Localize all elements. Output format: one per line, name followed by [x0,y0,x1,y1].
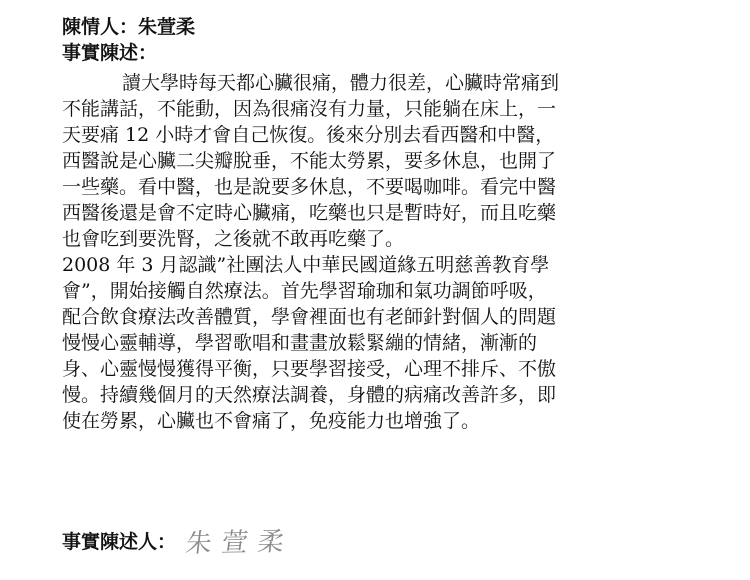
statement-line: 讀大學時每天都心臟很痛，體力很差，心臟時常痛到 [122,72,560,94]
statement-line: 慢慢心靈輔導，學習歌唱和畫畫放鬆緊繃的情緒，漸漸的 [62,332,538,354]
signature-block [62,522,294,558]
statement-line: 會”，開始接觸自然療法。首先學習瑜珈和氣功調節呼吸， [62,280,547,302]
handwritten-signature: 朱萱柔 [183,526,296,559]
statement-line: 不能講話，不能動，因為很痛沒有力量，只能躺在床上，一 [62,98,557,120]
document [62,14,662,434]
statement-line: 身、心靈慢慢獲得平衡，只要學習接受，心理不排斥、不傲 [62,358,557,380]
statement-line: 配合飲食療法改善體質，學會裡面也有老師針對個人的問題 [62,306,557,328]
signer-label: 事實陳述人： [62,530,177,553]
statement-line: 也會吃到要洗腎，之後就不敢再吃藥了。 [62,228,405,250]
facts-heading: 事實陳述： [62,42,158,64]
statement-line: 西醫說是心臟二尖瓣脫垂，不能太勞累，要多休息，也開了 [62,150,557,172]
statement-line: 慢。持續幾個月的天然療法調養，身體的病痛改善許多，即 [62,384,557,406]
statement-line: 西醫後還是會不定時心臟痛，吃藥也只是暫時好，而且吃藥 [62,202,557,224]
statement-line: 2008 年 3 月認識”社團法人中華民國道緣五明慈善教育學 [62,254,550,276]
statement-line: 使在勞累，心臟也不會痛了，免疫能力也增強了。 [62,410,481,432]
statement-line: 一些藥。看中醫，也是說要多休息，不要喝咖啡。看完中醫 [62,176,557,198]
statement-body [62,70,662,434]
petitioner-line: 陳情人：朱萱柔 [62,16,196,38]
statement-line: 天要痛 12 小時才會自己恢復。後來分別去看西醫和中醫， [62,124,555,146]
